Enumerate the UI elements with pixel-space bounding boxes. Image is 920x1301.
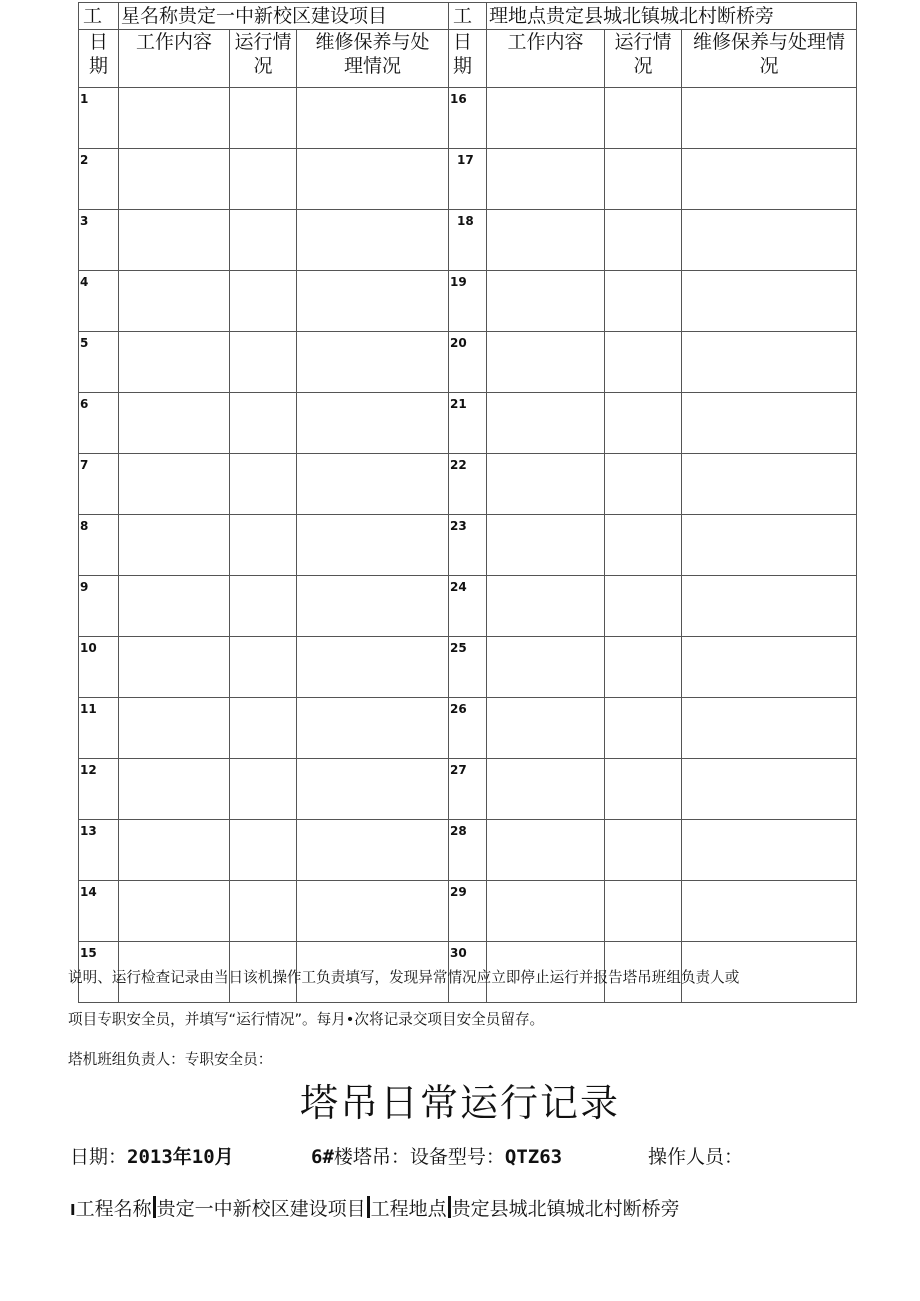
run-status-cell[interactable]: [230, 271, 297, 332]
separator-bar: [448, 1196, 451, 1218]
work-content-cell[interactable]: [119, 820, 230, 881]
work-content-cell[interactable]: [487, 881, 605, 942]
log-row: [79, 820, 857, 881]
work-content-cell[interactable]: [487, 576, 605, 637]
run-status-cell[interactable]: [605, 393, 682, 454]
work-content-cell[interactable]: [119, 393, 230, 454]
log-row: [79, 515, 857, 576]
day-number-right: 18: [449, 210, 487, 271]
maintenance-cell[interactable]: [297, 637, 449, 698]
day-number-right: 29: [449, 881, 487, 942]
work-content-cell[interactable]: [119, 88, 230, 149]
signature-line: 塔机班组负责人：专职安全员：: [68, 1051, 273, 1068]
work-content-cell[interactable]: [487, 698, 605, 759]
work-content-cell[interactable]: [487, 515, 605, 576]
maintenance-cell[interactable]: [682, 515, 857, 576]
run-status-cell[interactable]: [605, 576, 682, 637]
day-number-right: 25: [449, 637, 487, 698]
maintenance-cell[interactable]: [682, 454, 857, 515]
day-number-left: 5: [79, 332, 119, 393]
run-status-cell[interactable]: [605, 637, 682, 698]
run-status-cell[interactable]: [230, 576, 297, 637]
work-content-cell[interactable]: [119, 149, 230, 210]
log-row: [79, 759, 857, 820]
maintenance-cell[interactable]: [297, 698, 449, 759]
log-row: [79, 698, 857, 759]
day-number-right: 22: [449, 454, 487, 515]
maintenance-cell[interactable]: [297, 88, 449, 149]
log-row: [79, 576, 857, 637]
maintenance-cell[interactable]: [297, 210, 449, 271]
log-row: [79, 393, 857, 454]
day-number-left: 3: [79, 210, 119, 271]
info-date: 日期：2013年10月: [70, 1146, 234, 1168]
day-number-left: 11: [79, 698, 119, 759]
maintenance-cell[interactable]: [682, 393, 857, 454]
run-status-cell[interactable]: [230, 637, 297, 698]
maintenance-cell[interactable]: [297, 820, 449, 881]
day-number-left: 12: [79, 759, 119, 820]
work-content-header-left: 工作内容: [119, 30, 230, 88]
run-status-cell[interactable]: [230, 210, 297, 271]
day-number-left: 9: [79, 576, 119, 637]
log-row: [79, 454, 857, 515]
work-content-cell[interactable]: [487, 393, 605, 454]
date-header-left: 日 期: [79, 30, 119, 88]
note-line-2: 项目专职安全员，并填写“运行情况”。每月•次将记录交项目安全员留存。: [68, 1011, 545, 1028]
run-status-cell[interactable]: [230, 759, 297, 820]
log-row: [79, 881, 857, 942]
work-content-cell[interactable]: [119, 881, 230, 942]
maintenance-cell[interactable]: [297, 332, 449, 393]
log-row: [79, 88, 857, 149]
column-header-row: [79, 30, 857, 88]
log-row: [79, 210, 857, 271]
work-content-cell[interactable]: [119, 515, 230, 576]
day-number-right: 19: [449, 271, 487, 332]
maintenance-header-left: 维修保养与处 理情况: [297, 30, 449, 88]
day-number-left: 2: [79, 149, 119, 210]
maintenance-cell[interactable]: [297, 393, 449, 454]
work-content-cell[interactable]: [487, 759, 605, 820]
day-number-left: 14: [79, 881, 119, 942]
run-status-cell[interactable]: [230, 698, 297, 759]
log-row: [79, 637, 857, 698]
run-status-cell[interactable]: [230, 820, 297, 881]
work-content-cell[interactable]: [487, 454, 605, 515]
work-content-cell[interactable]: [119, 637, 230, 698]
run-status-cell[interactable]: [605, 271, 682, 332]
maintenance-cell[interactable]: [297, 149, 449, 210]
work-content-cell[interactable]: [487, 271, 605, 332]
day-number-right: 30: [449, 942, 487, 1003]
maintenance-cell[interactable]: [297, 881, 449, 942]
maintenance-header-right: 维修保养与处理情 况: [682, 30, 857, 88]
work-content-cell[interactable]: [487, 210, 605, 271]
run-status-cell[interactable]: [230, 332, 297, 393]
maintenance-cell[interactable]: [682, 88, 857, 149]
run-status-cell[interactable]: [605, 759, 682, 820]
maintenance-cell[interactable]: [682, 271, 857, 332]
maintenance-cell[interactable]: [297, 515, 449, 576]
maintenance-cell[interactable]: [682, 637, 857, 698]
work-content-cell[interactable]: [119, 576, 230, 637]
run-status-cell[interactable]: [230, 149, 297, 210]
day-number-left: 6: [79, 393, 119, 454]
maintenance-cell[interactable]: [682, 576, 857, 637]
day-number-left: 7: [79, 454, 119, 515]
separator-bar: [153, 1196, 156, 1218]
work-content-cell[interactable]: [119, 698, 230, 759]
maintenance-cell[interactable]: [682, 149, 857, 210]
project-name-value: 星名称贵定一中新校区建设项目: [119, 3, 449, 30]
day-number-right: 17: [449, 149, 487, 210]
work-content-cell[interactable]: [487, 332, 605, 393]
maintenance-cell[interactable]: [682, 759, 857, 820]
date-header-right: 日 期: [449, 30, 487, 88]
day-number-right: 16: [449, 88, 487, 149]
run-status-cell[interactable]: [605, 820, 682, 881]
day-number-left: 1: [79, 88, 119, 149]
run-status-cell[interactable]: [605, 149, 682, 210]
day-number-left: 10: [79, 637, 119, 698]
maintenance-cell[interactable]: [682, 332, 857, 393]
maintenance-cell[interactable]: [297, 271, 449, 332]
run-status-cell[interactable]: [605, 515, 682, 576]
run-status-header-right: 运行情 况: [605, 30, 682, 88]
day-number-right: 26: [449, 698, 487, 759]
day-number-left: 8: [79, 515, 119, 576]
info-operator: 操作人员：: [648, 1146, 744, 1168]
run-status-cell[interactable]: [230, 393, 297, 454]
work-content-cell[interactable]: [119, 271, 230, 332]
work-content-cell[interactable]: [119, 759, 230, 820]
project-location-value: 理地点贵定县城北镇城北村断桥旁: [487, 3, 857, 30]
work-content-cell[interactable]: [487, 637, 605, 698]
work-content-cell[interactable]: [119, 454, 230, 515]
maintenance-cell[interactable]: [297, 454, 449, 515]
run-status-cell[interactable]: [605, 454, 682, 515]
run-status-header-left: 运行情 况: [230, 30, 297, 88]
day-number-right: 23: [449, 515, 487, 576]
run-status-cell[interactable]: [605, 210, 682, 271]
log-row: [79, 271, 857, 332]
page-title: 塔吊日常运行记录: [299, 1081, 620, 1125]
work-content-cell[interactable]: [119, 332, 230, 393]
day-number-left: 13: [79, 820, 119, 881]
run-status-cell[interactable]: [605, 332, 682, 393]
work-content-cell[interactable]: [487, 820, 605, 881]
log-row: [79, 149, 857, 210]
run-status-cell[interactable]: [230, 454, 297, 515]
project-location-label: 工: [449, 3, 487, 30]
day-number-right: 27: [449, 759, 487, 820]
run-status-cell[interactable]: [605, 881, 682, 942]
day-number-right: 20: [449, 332, 487, 393]
run-status-cell[interactable]: [230, 515, 297, 576]
maintenance-cell[interactable]: [297, 759, 449, 820]
maintenance-cell[interactable]: [682, 820, 857, 881]
day-number-right: 24: [449, 576, 487, 637]
run-status-cell[interactable]: [230, 88, 297, 149]
maintenance-cell[interactable]: [682, 881, 857, 942]
run-status-cell[interactable]: [605, 88, 682, 149]
run-status-cell[interactable]: [605, 698, 682, 759]
maintenance-cell[interactable]: [682, 698, 857, 759]
work-content-cell[interactable]: [487, 88, 605, 149]
project-footer-line: I工程名称 贵定一中新校区建设项目 工程地点 贵定县城北镇城北村断桥旁: [70, 1198, 680, 1220]
maintenance-cell[interactable]: [297, 576, 449, 637]
maintenance-cell[interactable]: [682, 210, 857, 271]
run-status-cell[interactable]: [230, 881, 297, 942]
operation-log-table: [78, 2, 857, 1003]
day-number-right: 28: [449, 820, 487, 881]
log-row: [79, 332, 857, 393]
project-name-label: 工: [79, 3, 119, 30]
separator-bar: [367, 1196, 370, 1218]
work-content-header-right: 工作内容: [487, 30, 605, 88]
work-content-cell[interactable]: [487, 149, 605, 210]
day-number-left: 4: [79, 271, 119, 332]
info-crane: 6#楼塔吊：设备型号：QTZ63: [311, 1146, 563, 1168]
work-content-cell[interactable]: [119, 210, 230, 271]
note-line-1: 说明、运行检查记录由当日该机操作工负责填写，发现异常情况应立即停止运行并报告塔吊班组负责人或: [68, 969, 740, 986]
day-number-left: 15: [79, 942, 119, 1003]
day-number-right: 21: [449, 393, 487, 454]
project-header-row: [79, 3, 857, 30]
